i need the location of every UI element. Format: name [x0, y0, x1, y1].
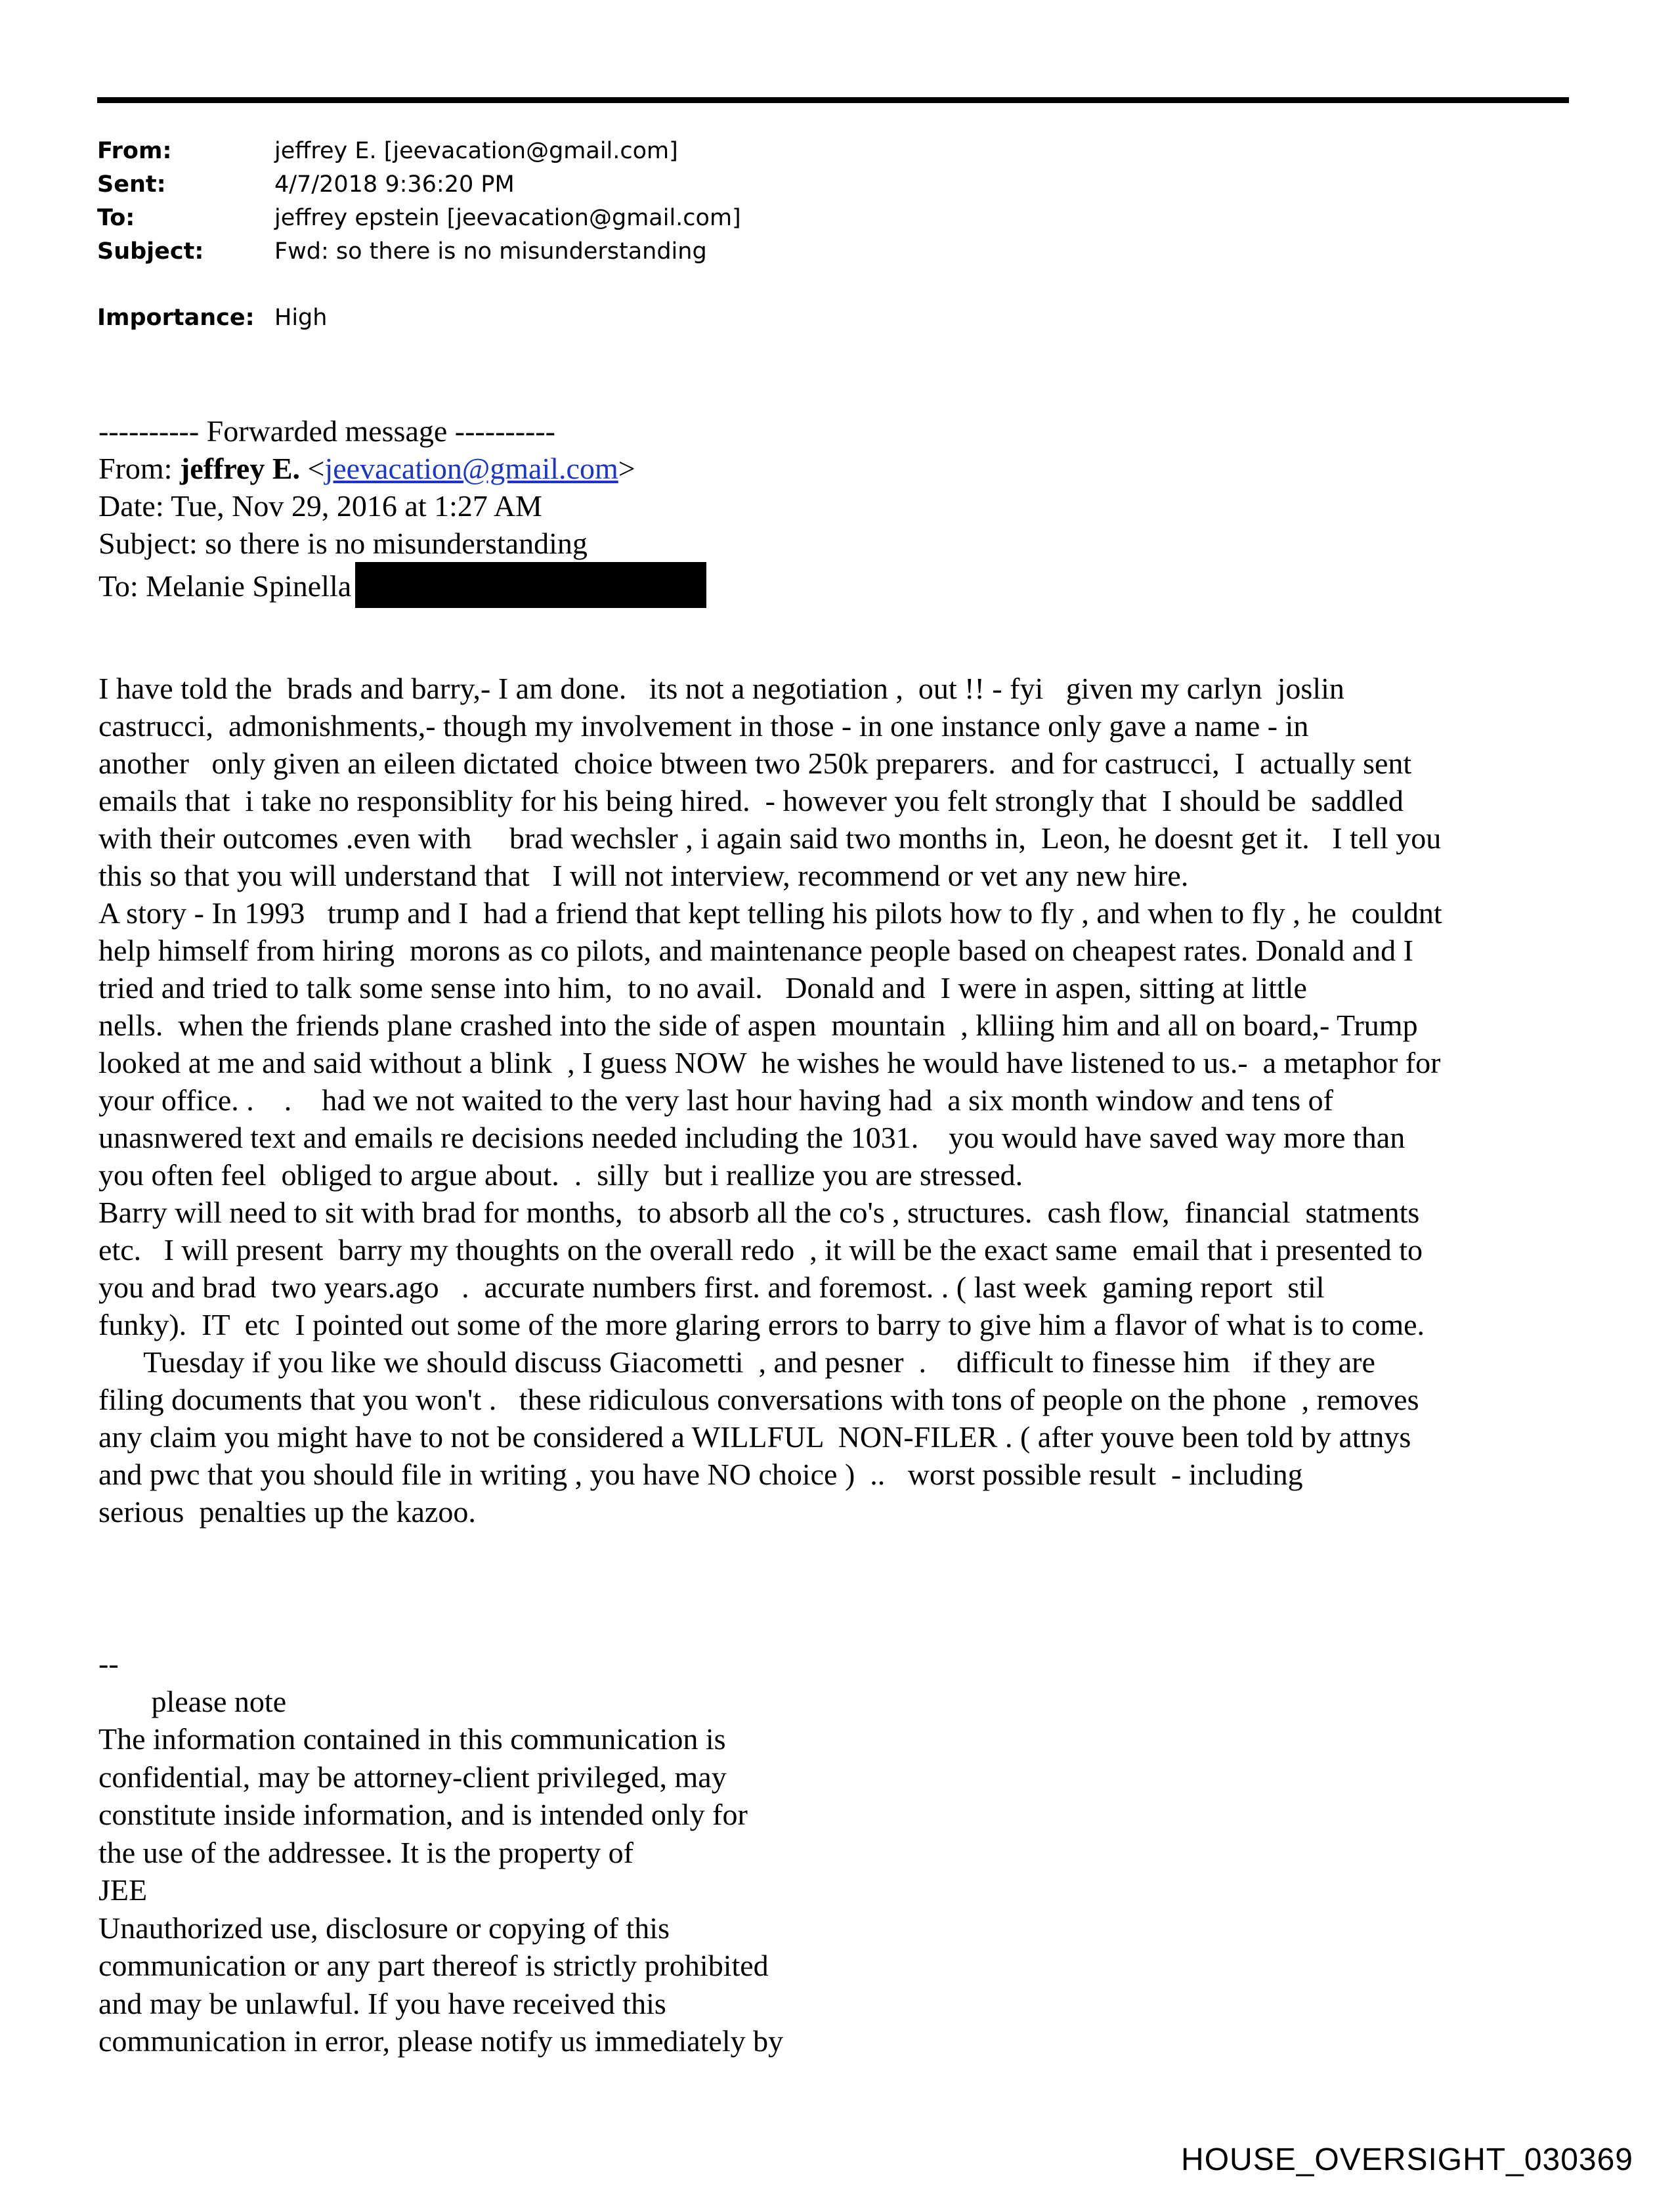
- body-line: help himself from hiring morons as co pilots, and maintenance people based on cheapest rates. Donald and I: [98, 934, 1413, 967]
- sent-value: 4/7/2018 9:36:20 PM: [274, 171, 515, 198]
- body-line: this so that you will understand that I will not interview, recommend or vet any new hire.: [98, 859, 1189, 892]
- forwarded-from-name: jeffrey E.: [179, 452, 301, 485]
- subject-label: Subject:: [97, 238, 204, 265]
- signature-line: --: [98, 1647, 119, 1680]
- forwarded-subject: Subject: so there is no misunderstanding: [98, 527, 588, 560]
- body-line: funky). IT etc I pointed out some of the more glaring errors to barry to give him a flavor of what is to come.: [98, 1308, 1425, 1341]
- body-line: serious penalties up the kazoo.: [98, 1495, 476, 1529]
- body-line: filing documents that you won't . these ridiculous conversations with tons of people on the phone , removes: [98, 1383, 1419, 1416]
- header-from-row: [97, 135, 741, 168]
- email-header: [97, 135, 741, 335]
- signature-line: The information contained in this communication is: [98, 1722, 726, 1756]
- header-to-row: [97, 202, 741, 235]
- importance-label: Importance:: [97, 305, 255, 331]
- from-label: From:: [97, 138, 172, 164]
- body-line: with their outcomes .even with brad wechsler , i again said two months in, Leon, he doesnt get it. I tell you: [98, 821, 1442, 855]
- forwarded-header: [98, 412, 706, 603]
- bates-number: HOUSE_OVERSIGHT_030369: [1181, 2142, 1633, 2177]
- to-value: jeffrey epstein [jeevacation@gmail.com]: [274, 205, 741, 231]
- signature-line: and may be unlawful. If you have received this: [98, 1986, 666, 2020]
- signature-line: constitute inside information, and is intended only for: [98, 1798, 748, 1831]
- forwarded-divider: ---------- Forwarded message ----------: [98, 414, 555, 448]
- signature-line: confidential, may be attorney-client privileged, may: [98, 1760, 727, 1794]
- signature-line: Unauthorized use, disclosure or copying of this: [98, 1911, 670, 1945]
- signature-disclaimer: [98, 1645, 783, 2060]
- forwarded-from: [98, 450, 706, 487]
- forwarded-from-lt: <: [300, 452, 325, 485]
- importance-value: High: [274, 305, 328, 331]
- sent-label: Sent:: [97, 171, 166, 198]
- to-label: To:: [97, 205, 135, 231]
- body-line: castrucci, admonishments,- though my involvement in those - in one instance only gave a name - in: [98, 709, 1309, 743]
- body-line: any claim you might have to not be considered a WILLFUL NON-FILER . ( after youve been told by attnys: [98, 1420, 1411, 1454]
- signature-line: the use of the addressee. It is the property of: [98, 1835, 633, 1869]
- signature-line: please note: [98, 1684, 287, 1718]
- subject-value: Fwd: so there is no misunderstanding: [274, 238, 707, 265]
- header-importance-row: [97, 301, 741, 335]
- body-line: tried and tried to talk some sense into him, to no avail. Donald and I were in aspen, sitting at little: [98, 971, 1307, 1005]
- body-line: and pwc that you should file in writing , you have NO choice ) .. worst possible result - including: [98, 1458, 1303, 1491]
- body-line: etc. I will present barry my thoughts on the overall redo , it will be the exact same email that i presented to: [98, 1233, 1423, 1267]
- signature-line: communication or any part thereof is strictly prohibited: [98, 1949, 769, 1982]
- body-line: your office. . . had we not waited to the very last hour having had a six month window and tens of: [98, 1083, 1333, 1117]
- body-line: I have told the brads and barry,- I am done. its not a negotiation , out !! - fyi given my carlyn joslin: [98, 672, 1344, 705]
- body-line: Tuesday if you like we should discuss Giacometti , and pesner . difficult to finesse him if they are: [98, 1345, 1375, 1379]
- body-line: nells. when the friends plane crashed into the side of aspen mountain , klliing him and all on board,- Trump: [98, 1008, 1418, 1042]
- redaction-block: [355, 562, 706, 608]
- message-body: [98, 670, 1569, 1530]
- body-line: unasnwered text and emails re decisions needed including the 1031. you would have saved way more than: [98, 1121, 1406, 1154]
- forwarded-to: [98, 562, 706, 603]
- body-line: another only given an eileen dictated choice btween two 250k preparers. and for castrucci, I actually sent: [98, 747, 1412, 780]
- body-line: emails that i take no responsiblity for his being hired. - however you felt strongly that I should be saddled: [98, 784, 1404, 817]
- top-divider: [97, 97, 1569, 103]
- forwarded-from-prefix: From:: [98, 452, 180, 485]
- signature-line: communication in error, please notify us immediately by: [98, 2024, 784, 2058]
- body-line: looked at me and said without a blink , I guess NOW he wishes he would have listened to us.- a metaphor for: [98, 1046, 1441, 1079]
- forwarded-from-gt: >: [618, 452, 635, 485]
- header-sent-row: [97, 168, 741, 202]
- body-line: you often feel obliged to argue about. . silly but i reallize you are stressed.: [98, 1158, 1023, 1192]
- body-line: Barry will need to sit with brad for months, to absorb all the co's , structures. cash flow, financial statments: [98, 1196, 1420, 1229]
- body-line: A story - In 1993 trump and I had a friend that kept telling his pilots how to fly , and when to fly , he couldnt: [98, 896, 1442, 930]
- body-line: you and brad two years.ago . accurate numbers first. and foremost. . ( last week gaming report stil: [98, 1270, 1325, 1304]
- forwarded-to-text: To: Melanie Spinella: [98, 569, 352, 603]
- from-value: jeffrey E. [jeevacation@gmail.com]: [274, 138, 678, 164]
- header-subject-row: [97, 235, 741, 269]
- forwarded-from-email-link[interactable]: jeevacation@gmail.com: [324, 452, 618, 485]
- signature-line: JEE: [98, 1873, 148, 1907]
- forwarded-date: Date: Tue, Nov 29, 2016 at 1:27 AM: [98, 489, 542, 523]
